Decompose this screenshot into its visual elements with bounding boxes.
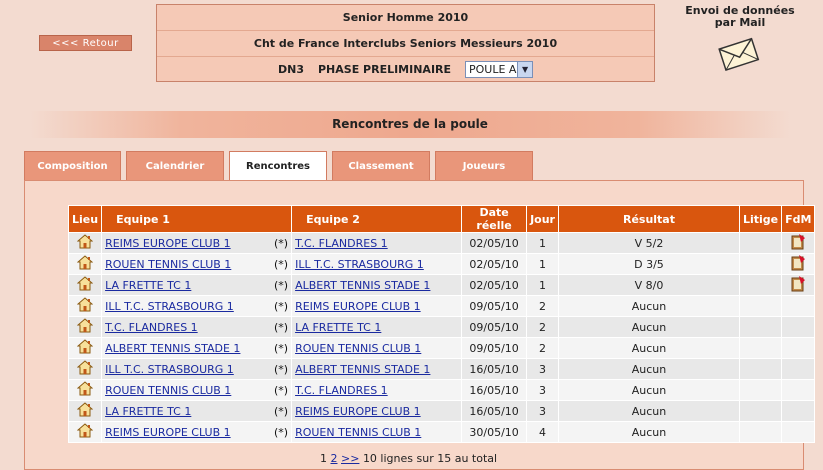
tab-calendrier[interactable]: Calendrier — [126, 151, 224, 180]
table-row — [69, 338, 815, 359]
col-fdm: FdM — [782, 206, 815, 233]
date-cell: 02/05/10 — [462, 254, 527, 275]
reception-marker: (*) — [273, 404, 289, 418]
jour-cell: 2 — [527, 338, 559, 359]
phase-row — [157, 57, 654, 82]
equipe2-cell — [292, 254, 462, 275]
litige-cell — [739, 359, 781, 380]
reception-marker: (*) — [273, 425, 289, 439]
resultat-cell: Aucun — [558, 422, 739, 443]
fdm-cell — [782, 359, 815, 380]
equipe1-cell — [102, 296, 292, 317]
equipe1-cell — [102, 317, 292, 338]
jour-cell: 1 — [527, 233, 559, 254]
home-icon[interactable] — [77, 323, 93, 336]
lieu-cell — [69, 296, 102, 317]
lieu-cell — [69, 380, 102, 401]
litige-cell — [739, 296, 781, 317]
feuille-de-match-icon[interactable] — [790, 282, 806, 295]
equipe1-link[interactable]: ILL T.C. STRASBOURG 1 — [105, 299, 234, 313]
home-icon[interactable] — [77, 428, 93, 441]
col-lieu: Lieu — [69, 206, 102, 233]
col-jour: Jour — [527, 206, 559, 233]
jour-cell: 1 — [527, 275, 559, 296]
equipe2-cell — [292, 359, 462, 380]
mail-label-2: par Mail — [714, 16, 766, 29]
equipe2-link[interactable]: LA FRETTE TC 1 — [295, 320, 382, 334]
equipe1-cell — [102, 380, 292, 401]
equipe1-link[interactable]: T.C. FLANDRES 1 — [105, 320, 198, 334]
fdm-cell — [782, 233, 815, 254]
equipe2-link[interactable]: REIMS EUROPE CLUB 1 — [295, 404, 421, 418]
pagination-summary: 10 lignes sur 15 au total — [362, 452, 498, 465]
equipe2-cell — [292, 296, 462, 317]
litige-cell — [739, 380, 781, 401]
mail-export[interactable] — [672, 5, 808, 75]
equipe2-cell — [292, 338, 462, 359]
lieu-cell — [69, 338, 102, 359]
jour-cell: 3 — [527, 359, 559, 380]
tab-rencontres[interactable]: Rencontres — [229, 151, 327, 182]
date-cell: 02/05/10 — [462, 233, 527, 254]
equipe2-link[interactable]: ROUEN TENNIS CLUB 1 — [295, 425, 422, 439]
tab-joueurs[interactable]: Joueurs — [435, 151, 533, 180]
jour-cell: 2 — [527, 296, 559, 317]
page-1: 1 — [320, 452, 327, 465]
date-cell: 02/05/10 — [462, 275, 527, 296]
litige-cell — [739, 422, 781, 443]
fdm-cell — [782, 380, 815, 401]
equipe1-cell — [102, 338, 292, 359]
resultat-cell: Aucun — [558, 401, 739, 422]
equipe2-cell — [292, 401, 462, 422]
home-icon[interactable] — [77, 386, 93, 399]
equipe2-cell — [292, 380, 462, 401]
fdm-cell — [782, 422, 815, 443]
division-label: DN3 — [277, 63, 304, 76]
table-row — [69, 380, 815, 401]
equipe2-cell — [292, 317, 462, 338]
home-icon[interactable] — [77, 365, 93, 378]
reception-marker: (*) — [273, 236, 289, 250]
resultat-cell: Aucun — [558, 296, 739, 317]
jour-cell: 2 — [527, 317, 559, 338]
litige-cell — [739, 254, 781, 275]
date-cell: 09/05/10 — [462, 317, 527, 338]
poule-select-value: POULE A — [469, 63, 517, 76]
equipe1-link[interactable]: LA FRETTE TC 1 — [105, 404, 192, 418]
table-row — [69, 317, 815, 338]
col-resultat: Résultat — [558, 206, 739, 233]
reception-marker: (*) — [273, 257, 289, 271]
lieu-cell — [69, 401, 102, 422]
equipe1-cell — [102, 275, 292, 296]
lieu-cell — [69, 359, 102, 380]
col-litige: Litige — [739, 206, 781, 233]
home-icon[interactable] — [77, 260, 93, 273]
litige-cell — [739, 401, 781, 422]
reception-marker: (*) — [273, 278, 289, 292]
poule-select[interactable] — [465, 61, 533, 78]
date-cell: 16/05/10 — [462, 359, 527, 380]
home-icon[interactable] — [77, 302, 93, 315]
litige-cell — [739, 233, 781, 254]
col-equipe1: Equipe 1 — [102, 206, 292, 233]
equipe2-link[interactable]: REIMS EUROPE CLUB 1 — [295, 299, 421, 313]
fdm-cell — [782, 296, 815, 317]
retour-button[interactable]: <<< Retour — [39, 35, 132, 51]
equipe2-cell — [292, 422, 462, 443]
home-icon[interactable] — [77, 344, 93, 357]
equipe2-link[interactable]: ALBERT TENNIS STADE 1 — [295, 278, 431, 292]
reception-marker: (*) — [273, 341, 289, 355]
equipe1-cell — [102, 401, 292, 422]
reception-marker: (*) — [273, 362, 289, 376]
page-2-link[interactable]: 2 — [330, 452, 338, 465]
fdm-cell — [782, 338, 815, 359]
resultat-cell: V 5/2 — [558, 233, 739, 254]
header-box — [156, 4, 655, 82]
tab-classement[interactable]: Classement — [332, 151, 430, 180]
equipe1-cell — [102, 233, 292, 254]
equipe1-link[interactable]: ROUEN TENNIS CLUB 1 — [105, 257, 232, 271]
resultat-cell: Aucun — [558, 317, 739, 338]
lieu-cell — [69, 275, 102, 296]
date-cell: 16/05/10 — [462, 401, 527, 422]
next-page-link[interactable]: >> — [341, 452, 360, 465]
feuille-de-match-icon[interactable] — [790, 240, 806, 253]
tab-composition[interactable]: Composition — [24, 151, 121, 180]
litige-cell — [739, 275, 781, 296]
equipe2-link[interactable]: T.C. FLANDRES 1 — [295, 383, 388, 397]
equipe2-link[interactable]: T.C. FLANDRES 1 — [295, 236, 388, 250]
resultat-cell: Aucun — [558, 338, 739, 359]
equipe2-cell — [292, 233, 462, 254]
section-title: Rencontres de la poule — [30, 111, 790, 138]
date-cell: 09/05/10 — [462, 338, 527, 359]
fdm-cell — [782, 317, 815, 338]
home-icon[interactable] — [77, 407, 93, 420]
table-header-row — [69, 206, 815, 233]
resultat-cell: D 3/5 — [558, 254, 739, 275]
table-row — [69, 296, 815, 317]
home-icon[interactable] — [77, 239, 93, 252]
equipe1-link[interactable]: ILL T.C. STRASBOURG 1 — [105, 362, 234, 376]
equipe2-link[interactable]: ALBERT TENNIS STADE 1 — [295, 362, 431, 376]
lieu-cell — [69, 254, 102, 275]
equipe1-link[interactable]: ROUEN TENNIS CLUB 1 — [105, 383, 232, 397]
lieu-cell — [69, 233, 102, 254]
lieu-cell — [69, 317, 102, 338]
lieu-cell — [69, 422, 102, 443]
resultat-cell: Aucun — [558, 380, 739, 401]
home-icon[interactable] — [77, 281, 93, 294]
col-equipe2: Equipe 2 — [292, 206, 462, 233]
table-row — [69, 422, 815, 443]
phase-label: PHASE PRELIMINAIRE — [317, 63, 452, 76]
fdm-cell — [782, 254, 815, 275]
equipe1-cell — [102, 422, 292, 443]
jour-cell: 3 — [527, 401, 559, 422]
jour-cell: 3 — [527, 380, 559, 401]
table-row — [69, 275, 815, 296]
litige-cell — [739, 317, 781, 338]
equipe1-cell — [102, 254, 292, 275]
equipe2-link[interactable]: ILL T.C. STRASBOURG 1 — [295, 257, 424, 271]
equipe1-link[interactable]: REIMS EUROPE CLUB 1 — [105, 236, 231, 250]
table-row — [69, 233, 815, 254]
table-row — [69, 254, 815, 275]
pagination — [320, 452, 497, 465]
fdm-cell — [782, 401, 815, 422]
equipe1-link[interactable]: LA FRETTE TC 1 — [105, 278, 192, 292]
chevron-down-icon: ▼ — [517, 62, 532, 77]
equipe2-cell — [292, 275, 462, 296]
reception-marker: (*) — [273, 299, 289, 313]
equipe1-link[interactable]: REIMS EUROPE CLUB 1 — [105, 425, 231, 439]
equipe2-link[interactable]: ROUEN TENNIS CLUB 1 — [295, 341, 422, 355]
jour-cell: 1 — [527, 254, 559, 275]
championship-title: Cht de France Interclubs Seniors Messieurs 2010 — [157, 31, 654, 57]
date-cell: 16/05/10 — [462, 380, 527, 401]
mail-label-1: Envoi de données — [685, 4, 795, 17]
reception-marker: (*) — [273, 383, 289, 397]
litige-cell — [739, 338, 781, 359]
date-cell: 30/05/10 — [462, 422, 527, 443]
col-date: Date réelle — [462, 206, 527, 233]
jour-cell: 4 — [527, 422, 559, 443]
feuille-de-match-icon[interactable] — [790, 261, 806, 274]
table-row — [69, 359, 815, 380]
fdm-cell — [782, 275, 815, 296]
table-row — [69, 401, 815, 422]
page-title: Senior Homme 2010 — [157, 5, 654, 31]
resultat-cell: Aucun — [558, 359, 739, 380]
reception-marker: (*) — [273, 320, 289, 334]
resultat-cell: V 8/0 — [558, 275, 739, 296]
envelope-icon[interactable] — [718, 33, 762, 75]
equipe1-link[interactable]: ALBERT TENNIS STADE 1 — [105, 341, 241, 355]
equipe1-cell — [102, 359, 292, 380]
rencontres-table — [68, 205, 815, 443]
date-cell: 09/05/10 — [462, 296, 527, 317]
